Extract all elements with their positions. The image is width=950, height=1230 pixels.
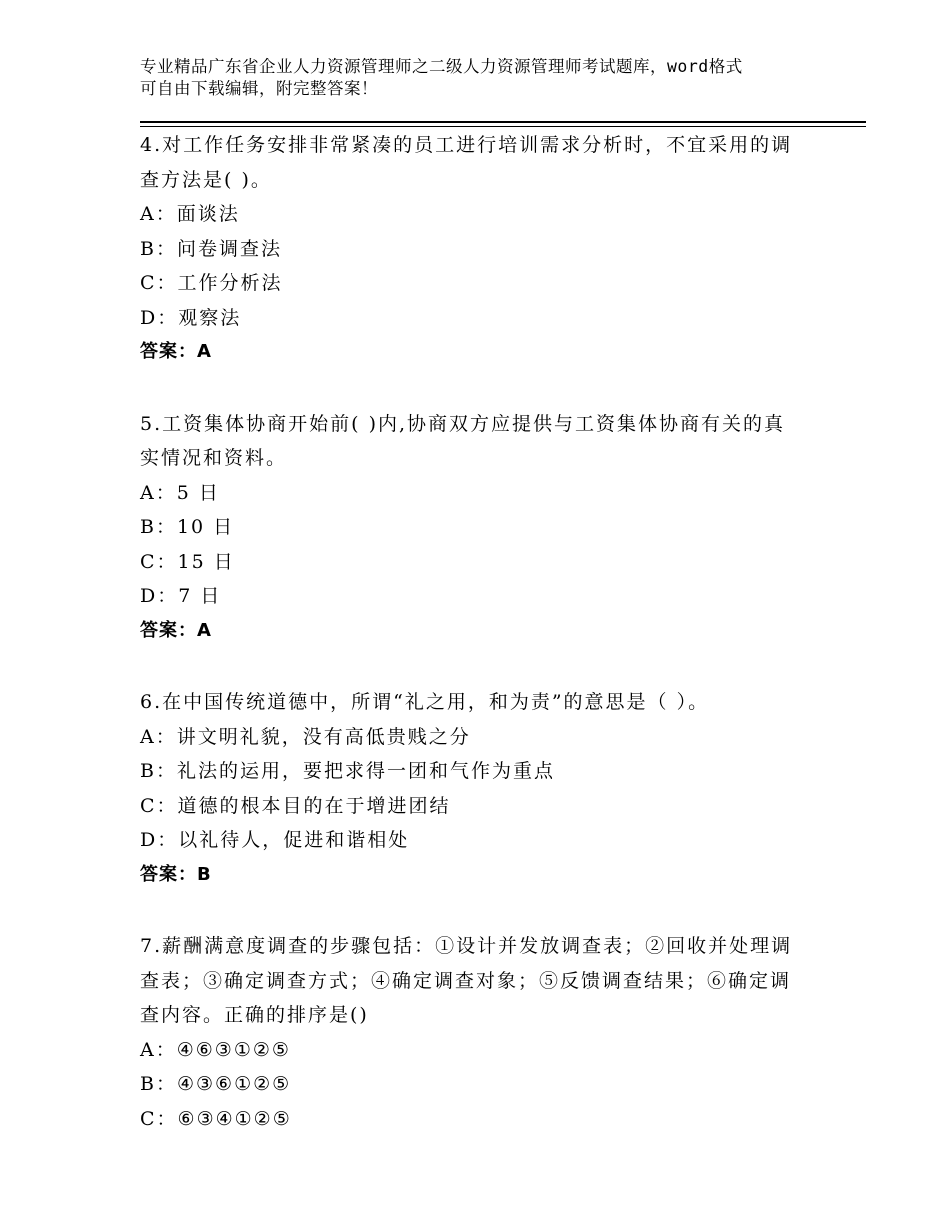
header-divider-thick <box>140 121 866 123</box>
option-c <box>140 1102 800 1137</box>
option-letter: C： <box>140 550 178 573</box>
option-d <box>140 823 800 858</box>
option-text: 5 日 <box>176 481 220 504</box>
question-stem: 6.在中国传统道德中，所谓“礼之用，和为责”的意思是（ ）。 <box>140 691 710 713</box>
option-text: 道德的根本目的在于增进团结 <box>177 794 451 817</box>
option-text: 7 日 <box>178 585 222 607</box>
option-text: ④⑥③①②⑤ <box>176 1038 291 1061</box>
option-c <box>140 545 800 580</box>
option-letter: B： <box>140 237 177 260</box>
option-letter: C： <box>140 272 178 294</box>
option-b <box>140 754 800 789</box>
document-header <box>140 56 820 100</box>
question-stem: 4.对工作任务安排非常紧凑的员工进行培训需求分析时，不宜采用的调查方法是( )。 <box>140 134 793 191</box>
option-text: ④③⑥①②⑤ <box>176 1073 292 1095</box>
option-letter: D： <box>140 585 179 607</box>
option-d <box>140 301 800 336</box>
option-text: 礼法的运用，要把求得一团和气作为重点 <box>176 760 555 782</box>
option-letter: C： <box>140 794 178 817</box>
question-stem: 5.工资集体协商开始前( )内,协商双方应提供与工资集体协商有关的真实情况和资料。 <box>140 412 786 469</box>
question-stem: 7.薪酬满意度调查的步骤包括：①设计并发放调查表；②回收并处理调查表；③确定调查方式；④确定调查对象；⑤反馈调查结果；⑥确定调查内容。正确的排序是() <box>140 935 793 1026</box>
option-c <box>140 266 800 301</box>
option-letter: B： <box>140 1073 177 1095</box>
option-a <box>140 476 800 511</box>
option-d <box>140 579 800 614</box>
option-letter: D： <box>140 306 179 329</box>
option-letter: D： <box>140 829 179 851</box>
option-b <box>140 232 800 267</box>
header-line-1: 专业精品广东省企业人力资源管理师之二级人力资源管理师考试题库，word格式 <box>140 57 743 76</box>
question-6 <box>140 685 800 892</box>
option-text: ⑥③④①②⑤ <box>177 1107 292 1130</box>
option-a <box>140 720 800 755</box>
option-a <box>140 197 800 232</box>
option-letter: C： <box>140 1107 178 1130</box>
option-text: 15 日 <box>177 550 235 573</box>
option-text: 面谈法 <box>176 203 240 225</box>
option-a <box>140 1033 800 1068</box>
option-letter: A： <box>140 481 177 504</box>
option-letter: B： <box>140 760 177 782</box>
option-b <box>140 1067 800 1102</box>
header-divider-thin <box>140 126 866 127</box>
question-list <box>140 128 800 1173</box>
option-text: 讲文明礼貌，没有高低贵贱之分 <box>176 725 471 748</box>
option-text: 工作分析法 <box>177 272 283 294</box>
option-b <box>140 510 800 545</box>
option-letter: B： <box>140 516 177 538</box>
option-letter: A： <box>140 203 177 225</box>
answer-line: 答案：A <box>140 619 212 641</box>
answer-line: 答案：B <box>140 863 212 885</box>
question-7 <box>140 929 800 1136</box>
answer-line: 答案：A <box>140 341 212 362</box>
option-c <box>140 789 800 824</box>
option-text: 10 日 <box>176 516 235 538</box>
option-text: 问卷调查法 <box>176 237 282 260</box>
option-text: 以礼待人，促进和谐相处 <box>178 829 410 851</box>
option-letter: A： <box>140 1038 177 1061</box>
header-line-2: 可自由下载编辑，附完整答案！ <box>140 79 378 98</box>
question-4 <box>140 128 800 370</box>
option-text: 观察法 <box>178 306 242 329</box>
option-letter: A： <box>140 725 177 748</box>
question-5 <box>140 407 800 649</box>
